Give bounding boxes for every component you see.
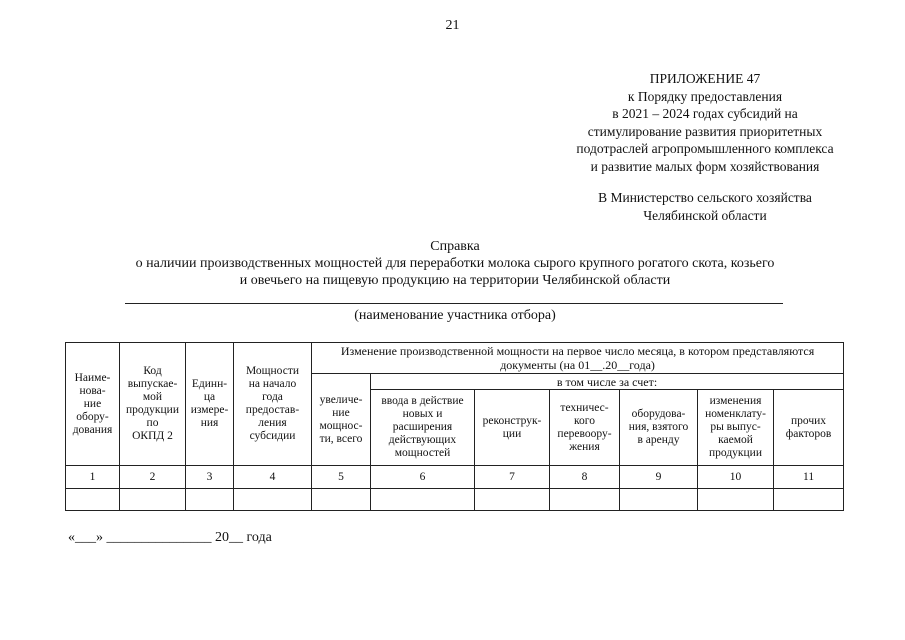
column-number: 11 bbox=[774, 466, 844, 489]
column-number: 1 bbox=[66, 466, 120, 489]
column-number: 2 bbox=[120, 466, 186, 489]
table-cell[interactable] bbox=[120, 489, 186, 511]
header-nomenclature-change: изменения номенклату- ры выпус- каемой продукции bbox=[698, 390, 774, 466]
appendix-line: подотраслей агропромышленного комплекса bbox=[576, 141, 834, 156]
column-number: 6 bbox=[371, 466, 475, 489]
table-cell[interactable] bbox=[312, 489, 371, 511]
title-subtitle-line: и овечьего на пищевую продукцию на территории Челябинской области bbox=[239, 273, 671, 288]
header-reequipment: техничес- кого перевоору- жения bbox=[550, 390, 620, 466]
column-number: 4 bbox=[234, 466, 312, 489]
header-initial-capacity: Мощности на начало года предостав- ления субсидии bbox=[234, 343, 312, 466]
table-cell[interactable] bbox=[66, 489, 120, 511]
participant-name-line bbox=[125, 303, 783, 304]
table-cell[interactable] bbox=[186, 489, 234, 511]
column-number: 10 bbox=[698, 466, 774, 489]
table-cell[interactable] bbox=[475, 489, 550, 511]
appendix-line: стимулирование развития приоритетных bbox=[587, 123, 823, 139]
table-row bbox=[66, 489, 844, 511]
header-unit: Единн- ца измере- ния bbox=[186, 343, 234, 466]
date-line: «___» _______________ 20__ года bbox=[68, 530, 272, 545]
appendix-line: и развитие малых форм хозяйствования bbox=[590, 158, 820, 174]
header-commissioning: ввода в действие новых и расширения действующих мощностей bbox=[371, 390, 475, 466]
capacity-table bbox=[65, 342, 844, 511]
appendix-block bbox=[520, 70, 890, 175]
header-capacity-change: Изменение производственной мощности на первое число месяца, в котором представляются документы (на 01__.20__года) bbox=[312, 343, 844, 374]
table-cell[interactable] bbox=[550, 489, 620, 511]
header-reconstruction: реконструк- ции bbox=[475, 390, 550, 466]
table-cell[interactable] bbox=[620, 489, 698, 511]
participant-caption: (наименование участника отбора) bbox=[354, 308, 556, 323]
column-number: 8 bbox=[550, 466, 620, 489]
appendix-line: ПРИЛОЖЕНИЕ 47 bbox=[649, 71, 761, 86]
title-subtitle-line: о наличии производственных мощностей для переработки молока сырого крупного рогатого скота, козьего bbox=[135, 256, 775, 271]
addressee-block bbox=[520, 189, 890, 224]
table-cell[interactable] bbox=[698, 489, 774, 511]
table-cell[interactable] bbox=[774, 489, 844, 511]
addressee-line: Челябинской области bbox=[643, 207, 767, 223]
column-number: 9 bbox=[620, 466, 698, 489]
title-heading: Справка bbox=[430, 239, 480, 254]
column-number: 7 bbox=[475, 466, 550, 489]
table-cell[interactable] bbox=[234, 489, 312, 511]
header-product-code: Код выпускае- мой продукции по ОКПД 2 bbox=[120, 343, 186, 466]
header-other-factors: прочих факторов bbox=[774, 390, 844, 466]
header-increase-total: увеличе- ние мощнос- ти, всего bbox=[312, 374, 371, 466]
header-equipment-name: Наиме- нова- ние обору- дования bbox=[66, 343, 120, 466]
addressee-line: В Министерство сельского хозяйства bbox=[598, 190, 812, 205]
appendix-line: к Порядку предоставления bbox=[627, 88, 783, 104]
table-cell[interactable] bbox=[371, 489, 475, 511]
column-number: 3 bbox=[186, 466, 234, 489]
header-including: в том числе за счет: bbox=[371, 374, 844, 390]
document-title bbox=[60, 238, 850, 289]
header-leased-equipment: оборудова- ния, взятого в аренду bbox=[620, 390, 698, 466]
column-number-row bbox=[66, 466, 844, 489]
column-number: 5 bbox=[312, 466, 371, 489]
page-number: 21 bbox=[445, 18, 460, 33]
appendix-line: в 2021 – 2024 годах субсидий на bbox=[612, 106, 798, 121]
